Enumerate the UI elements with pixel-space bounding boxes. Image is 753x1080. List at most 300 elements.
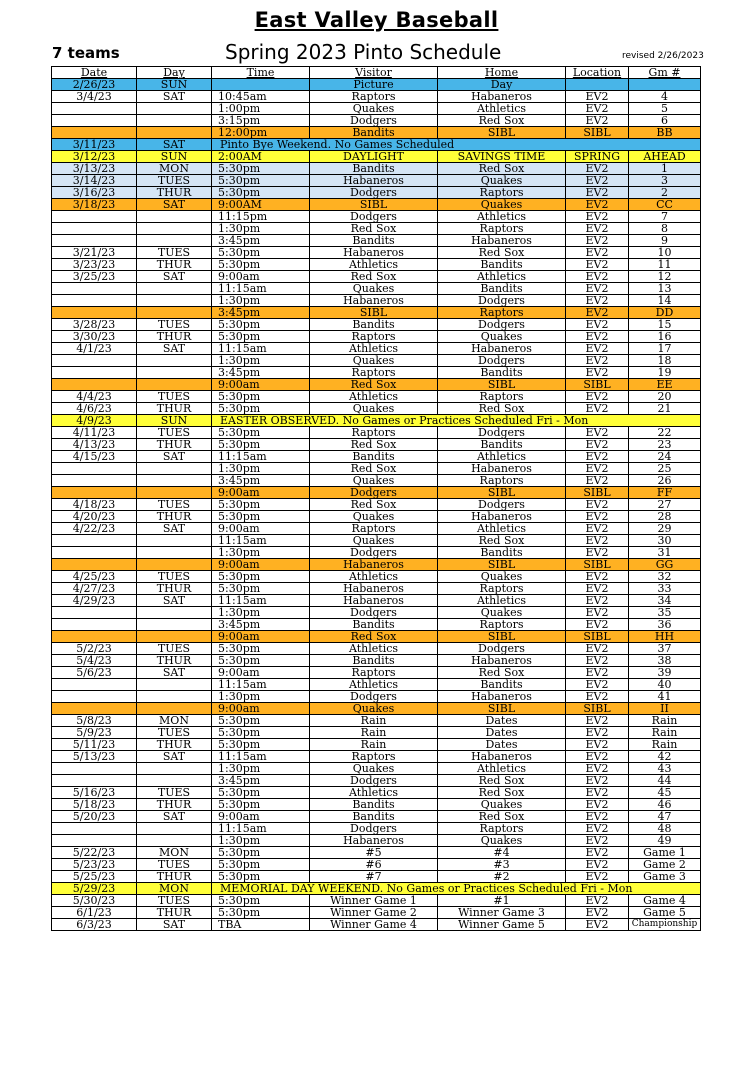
cell-date: 5/4/23 — [52, 655, 137, 667]
header-date: Date — [52, 67, 137, 79]
cell-day: SAT — [137, 523, 212, 535]
cell-location: SIBL — [566, 379, 629, 391]
table-row — [52, 691, 701, 703]
cell-day: TUES — [137, 175, 212, 187]
cell-day: SAT — [137, 667, 212, 679]
table-row — [52, 787, 701, 799]
cell-game-number: Game 2 — [629, 859, 701, 871]
table-row — [52, 895, 701, 907]
cell-visitor: Raptors — [310, 367, 438, 379]
cell-game-number: 46 — [629, 799, 701, 811]
cell-location: EV2 — [566, 295, 629, 307]
header-visitor: Visitor — [310, 67, 438, 79]
cell-visitor: Bandits — [310, 235, 438, 247]
cell-home: #1 — [438, 895, 566, 907]
cell-time: 1:30pm — [212, 835, 310, 847]
cell-date: 4/4/23 — [52, 391, 137, 403]
table-row — [52, 775, 701, 787]
cell-day — [137, 115, 212, 127]
cell-day — [137, 463, 212, 475]
cell-location: EV2 — [566, 799, 629, 811]
cell-time: 11:15am — [212, 535, 310, 547]
cell-location: EV2 — [566, 607, 629, 619]
cell-day: SAT — [137, 199, 212, 211]
cell-home: SAVINGS TIME — [438, 151, 566, 163]
page-title: East Valley Baseball — [254, 8, 499, 32]
cell-location: EV2 — [566, 811, 629, 823]
table-row — [52, 307, 701, 319]
cell-date: 3/16/23 — [52, 187, 137, 199]
cell-day: THUR — [137, 871, 212, 883]
cell-date — [52, 295, 137, 307]
table-row — [52, 139, 701, 151]
schedule-table — [51, 66, 701, 931]
cell-day — [137, 211, 212, 223]
cell-day — [137, 223, 212, 235]
cell-game-number — [629, 79, 701, 91]
cell-time: 1:30pm — [212, 547, 310, 559]
cell-visitor: Raptors — [310, 331, 438, 343]
cell-date — [52, 223, 137, 235]
cell-day: MON — [137, 163, 212, 175]
cell-visitor: SIBL — [310, 199, 438, 211]
table-row — [52, 235, 701, 247]
cell-location: EV2 — [566, 499, 629, 511]
table-row — [52, 811, 701, 823]
cell-game-number: 13 — [629, 283, 701, 295]
cell-day — [137, 295, 212, 307]
cell-location: EV2 — [566, 643, 629, 655]
cell-visitor: #7 — [310, 871, 438, 883]
cell-day — [137, 679, 212, 691]
cell-visitor: Athletics — [310, 571, 438, 583]
cell-home: Bandits — [438, 259, 566, 271]
cell-location: EV2 — [566, 247, 629, 259]
cell-date — [52, 103, 137, 115]
cell-date — [52, 775, 137, 787]
cell-location: EV2 — [566, 523, 629, 535]
cell-time: 5:30pm — [212, 403, 310, 415]
cell-time: 5:30pm — [212, 571, 310, 583]
cell-location: EV2 — [566, 919, 629, 931]
cell-location: EV2 — [566, 103, 629, 115]
cell-time: 3:45pm — [212, 307, 310, 319]
cell-day: MON — [137, 847, 212, 859]
cell-time: 5:30pm — [212, 859, 310, 871]
table-row — [52, 535, 701, 547]
cell-game-number: 4 — [629, 91, 701, 103]
cell-day: SAT — [137, 751, 212, 763]
cell-time: 9:00am — [212, 271, 310, 283]
cell-location: EV2 — [566, 655, 629, 667]
cell-day — [137, 775, 212, 787]
cell-location: EV2 — [566, 475, 629, 487]
cell-day: THUR — [137, 187, 212, 199]
cell-date — [52, 379, 137, 391]
cell-visitor: Bandits — [310, 655, 438, 667]
cell-home: Quakes — [438, 799, 566, 811]
cell-time: 11:15am — [212, 595, 310, 607]
cell-home: Quakes — [438, 331, 566, 343]
cell-home: Red Sox — [438, 115, 566, 127]
cell-home: Habaneros — [438, 235, 566, 247]
cell-game-number: Game 1 — [629, 847, 701, 859]
cell-home: Athletics — [438, 763, 566, 775]
cell-home: Red Sox — [438, 667, 566, 679]
cell-home: Red Sox — [438, 247, 566, 259]
cell-time: 5:30pm — [212, 739, 310, 751]
cell-home: Bandits — [438, 547, 566, 559]
cell-time: 5:30pm — [212, 331, 310, 343]
cell-time: 5:30pm — [212, 259, 310, 271]
cell-location: EV2 — [566, 367, 629, 379]
cell-visitor: Winner Game 4 — [310, 919, 438, 931]
cell-day — [137, 103, 212, 115]
cell-date: 4/15/23 — [52, 451, 137, 463]
cell-location: EV2 — [566, 535, 629, 547]
cell-date — [52, 703, 137, 715]
cell-location: EV2 — [566, 115, 629, 127]
cell-day — [137, 475, 212, 487]
cell-time: 5:30pm — [212, 643, 310, 655]
cell-visitor: Athletics — [310, 259, 438, 271]
cell-location: SIBL — [566, 127, 629, 139]
cell-home: Red Sox — [438, 403, 566, 415]
cell-game-number: Game 4 — [629, 895, 701, 907]
cell-date: 3/21/23 — [52, 247, 137, 259]
cell-date: 3/30/23 — [52, 331, 137, 343]
cell-home: Dates — [438, 715, 566, 727]
cell-visitor: Bandits — [310, 319, 438, 331]
cell-game-number: 47 — [629, 811, 701, 823]
cell-visitor: Quakes — [310, 535, 438, 547]
cell-visitor: Athletics — [310, 643, 438, 655]
cell-date: 5/9/23 — [52, 727, 137, 739]
cell-visitor: Quakes — [310, 475, 438, 487]
table-row — [52, 727, 701, 739]
cell-visitor: Quakes — [310, 511, 438, 523]
cell-day: SUN — [137, 151, 212, 163]
cell-location: EV2 — [566, 259, 629, 271]
cell-game-number: 10 — [629, 247, 701, 259]
table-row — [52, 619, 701, 631]
cell-home: Habaneros — [438, 343, 566, 355]
cell-home: Dodgers — [438, 319, 566, 331]
table-header-row — [52, 67, 701, 79]
cell-visitor: Athletics — [310, 391, 438, 403]
cell-date: 5/30/23 — [52, 895, 137, 907]
cell-time: 1:30pm — [212, 223, 310, 235]
cell-date — [52, 127, 137, 139]
cell-date: 3/23/23 — [52, 259, 137, 271]
cell-visitor: Red Sox — [310, 463, 438, 475]
cell-home: Athletics — [438, 451, 566, 463]
header-home: Home — [438, 67, 566, 79]
cell-location: EV2 — [566, 391, 629, 403]
cell-location: SIBL — [566, 631, 629, 643]
cell-home: Bandits — [438, 283, 566, 295]
cell-time: 5:30pm — [212, 847, 310, 859]
cell-visitor: Raptors — [310, 523, 438, 535]
header-location: Location — [566, 67, 629, 79]
cell-home: Red Sox — [438, 811, 566, 823]
cell-date — [52, 619, 137, 631]
notice-text: Pinto Bye Weekend. No Games Scheduled — [212, 139, 701, 151]
cell-date: 4/29/23 — [52, 595, 137, 607]
table-row — [52, 739, 701, 751]
cell-time: 9:00am — [212, 487, 310, 499]
cell-visitor: Dodgers — [310, 547, 438, 559]
cell-time: 3:45pm — [212, 367, 310, 379]
cell-home: Dodgers — [438, 355, 566, 367]
table-row — [52, 199, 701, 211]
cell-location: EV2 — [566, 307, 629, 319]
cell-date: 4/6/23 — [52, 403, 137, 415]
table-row — [52, 91, 701, 103]
cell-day: THUR — [137, 439, 212, 451]
cell-home: Habaneros — [438, 751, 566, 763]
cell-time: 5:30pm — [212, 583, 310, 595]
cell-home: Dodgers — [438, 499, 566, 511]
cell-day: SAT — [137, 451, 212, 463]
cell-home: Quakes — [438, 607, 566, 619]
cell-game-number: 27 — [629, 499, 701, 511]
table-row — [52, 355, 701, 367]
cell-day: THUR — [137, 799, 212, 811]
cell-home: Bandits — [438, 439, 566, 451]
cell-visitor: Winner Game 1 — [310, 895, 438, 907]
cell-location: SIBL — [566, 559, 629, 571]
cell-visitor: Dodgers — [310, 487, 438, 499]
cell-time: 11:15am — [212, 283, 310, 295]
table-row — [52, 715, 701, 727]
cell-location: EV2 — [566, 199, 629, 211]
table-row — [52, 79, 701, 91]
table-row — [52, 319, 701, 331]
cell-location: EV2 — [566, 847, 629, 859]
cell-game-number: 15 — [629, 319, 701, 331]
cell-location: EV2 — [566, 739, 629, 751]
cell-date — [52, 679, 137, 691]
cell-visitor: Red Sox — [310, 379, 438, 391]
cell-date: 3/13/23 — [52, 163, 137, 175]
cell-time: 5:30pm — [212, 715, 310, 727]
cell-day — [137, 547, 212, 559]
revised-date: revised 2/26/2023 — [622, 51, 704, 61]
table-row — [52, 511, 701, 523]
cell-time: 3:15pm — [212, 115, 310, 127]
cell-game-number: 41 — [629, 691, 701, 703]
cell-home: Habaneros — [438, 691, 566, 703]
cell-home: Habaneros — [438, 655, 566, 667]
cell-time: 5:30pm — [212, 439, 310, 451]
cell-date — [52, 475, 137, 487]
table-row — [52, 883, 701, 895]
table-row — [52, 523, 701, 535]
cell-location: EV2 — [566, 331, 629, 343]
cell-location: SPRING — [566, 151, 629, 163]
cell-game-number: AHEAD — [629, 151, 701, 163]
cell-visitor: Dodgers — [310, 187, 438, 199]
cell-game-number: 35 — [629, 607, 701, 619]
cell-game-number: 6 — [629, 115, 701, 127]
cell-time: 5:30pm — [212, 655, 310, 667]
cell-home: #3 — [438, 859, 566, 871]
cell-game-number: 25 — [629, 463, 701, 475]
table-row — [52, 583, 701, 595]
schedule-subtitle: Spring 2023 Pinto Schedule — [225, 40, 502, 64]
cell-visitor: Bandits — [310, 619, 438, 631]
table-row — [52, 799, 701, 811]
cell-date: 5/11/23 — [52, 739, 137, 751]
cell-date — [52, 307, 137, 319]
table-row — [52, 751, 701, 763]
cell-date — [52, 691, 137, 703]
table-row — [52, 499, 701, 511]
cell-date — [52, 763, 137, 775]
table-row — [52, 703, 701, 715]
cell-day — [137, 127, 212, 139]
cell-location: EV2 — [566, 907, 629, 919]
cell-day — [137, 703, 212, 715]
cell-location: EV2 — [566, 691, 629, 703]
cell-home: Athletics — [438, 211, 566, 223]
cell-location: EV2 — [566, 271, 629, 283]
cell-game-number: 16 — [629, 331, 701, 343]
cell-date: 5/22/23 — [52, 847, 137, 859]
table-row — [52, 175, 701, 187]
cell-game-number: 12 — [629, 271, 701, 283]
cell-game-number: 32 — [629, 571, 701, 583]
cell-time: 11:15am — [212, 343, 310, 355]
cell-date: 4/18/23 — [52, 499, 137, 511]
cell-day: TUES — [137, 319, 212, 331]
cell-visitor: SIBL — [310, 307, 438, 319]
cell-day — [137, 235, 212, 247]
cell-visitor: Dodgers — [310, 115, 438, 127]
cell-location: EV2 — [566, 163, 629, 175]
cell-time: 9:00am — [212, 703, 310, 715]
cell-home: Raptors — [438, 619, 566, 631]
cell-day: TUES — [137, 499, 212, 511]
cell-date: 5/29/23 — [52, 883, 137, 895]
cell-time: 9:00am — [212, 559, 310, 571]
cell-home: Athletics — [438, 595, 566, 607]
cell-home: Red Sox — [438, 775, 566, 787]
cell-location: EV2 — [566, 835, 629, 847]
schedule-body — [52, 79, 701, 931]
cell-day: SAT — [137, 919, 212, 931]
cell-game-number: 26 — [629, 475, 701, 487]
table-row — [52, 343, 701, 355]
cell-time: 5:30pm — [212, 871, 310, 883]
cell-home: Dates — [438, 727, 566, 739]
cell-date — [52, 211, 137, 223]
cell-home: Red Sox — [438, 535, 566, 547]
cell-day — [137, 487, 212, 499]
cell-game-number: 23 — [629, 439, 701, 451]
cell-game-number: DD — [629, 307, 701, 319]
cell-date: 4/13/23 — [52, 439, 137, 451]
table-row — [52, 571, 701, 583]
cell-time: 11:15am — [212, 679, 310, 691]
cell-time: 1:30pm — [212, 607, 310, 619]
cell-location: EV2 — [566, 619, 629, 631]
cell-game-number: GG — [629, 559, 701, 571]
cell-day: SAT — [137, 811, 212, 823]
cell-time: 9:00am — [212, 667, 310, 679]
cell-day: TUES — [137, 247, 212, 259]
cell-home: Raptors — [438, 187, 566, 199]
cell-time: 3:45pm — [212, 235, 310, 247]
cell-visitor: Red Sox — [310, 223, 438, 235]
cell-visitor: Habaneros — [310, 175, 438, 187]
cell-game-number: EE — [629, 379, 701, 391]
cell-time: 9:00am — [212, 631, 310, 643]
table-row — [52, 859, 701, 871]
cell-day: SAT — [137, 91, 212, 103]
table-row — [52, 487, 701, 499]
cell-home: Raptors — [438, 223, 566, 235]
cell-game-number: 43 — [629, 763, 701, 775]
cell-time: 10:45am — [212, 91, 310, 103]
cell-home: Raptors — [438, 583, 566, 595]
cell-game-number: 3 — [629, 175, 701, 187]
cell-game-number: 42 — [629, 751, 701, 763]
cell-time: 1:30pm — [212, 355, 310, 367]
cell-time: 5:30pm — [212, 907, 310, 919]
cell-home: Dodgers — [438, 427, 566, 439]
table-row — [52, 451, 701, 463]
cell-time: 5:30pm — [212, 163, 310, 175]
cell-time: 1:30pm — [212, 691, 310, 703]
cell-location: EV2 — [566, 403, 629, 415]
cell-visitor: Raptors — [310, 667, 438, 679]
cell-time: 2:00AM — [212, 151, 310, 163]
cell-game-number: 49 — [629, 835, 701, 847]
cell-home: Dates — [438, 739, 566, 751]
cell-date — [52, 547, 137, 559]
cell-game-number: 24 — [629, 451, 701, 463]
cell-time: 9:00AM — [212, 199, 310, 211]
cell-home: Dodgers — [438, 643, 566, 655]
cell-date — [52, 835, 137, 847]
cell-game-number: 20 — [629, 391, 701, 403]
cell-location: EV2 — [566, 787, 629, 799]
cell-visitor: Red Sox — [310, 631, 438, 643]
cell-date: 3/28/23 — [52, 319, 137, 331]
cell-location: EV2 — [566, 763, 629, 775]
cell-date — [52, 631, 137, 643]
cell-location: EV2 — [566, 895, 629, 907]
table-row — [52, 379, 701, 391]
cell-game-number: Rain — [629, 715, 701, 727]
cell-date — [52, 283, 137, 295]
cell-time: 5:30pm — [212, 499, 310, 511]
cell-day: SAT — [137, 343, 212, 355]
table-row — [52, 295, 701, 307]
cell-location: EV2 — [566, 775, 629, 787]
cell-visitor: Raptors — [310, 91, 438, 103]
cell-date: 5/23/23 — [52, 859, 137, 871]
cell-time: 5:30pm — [212, 895, 310, 907]
table-row — [52, 475, 701, 487]
cell-home: SIBL — [438, 703, 566, 715]
table-row — [52, 247, 701, 259]
cell-visitor: Quakes — [310, 403, 438, 415]
cell-home: Raptors — [438, 475, 566, 487]
cell-visitor: Quakes — [310, 283, 438, 295]
